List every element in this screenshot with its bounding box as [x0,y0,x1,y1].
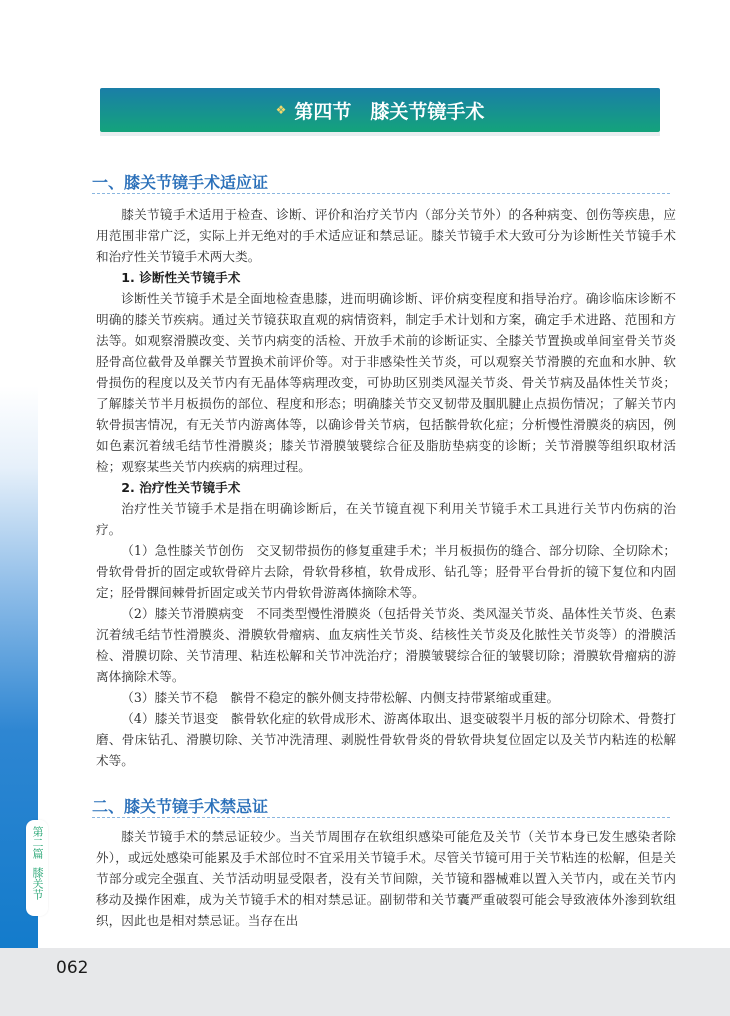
paragraph: 治疗性关节镜手术是指在明确诊断后，在关节镜直视下利用关节镜手术工具进行关节内伤病的治疗。 [96,501,676,537]
banner-title: 第四节 膝关节镜手术 [294,100,485,123]
subheading-diagnostic: 1. 诊断性关节镜手术 [121,270,241,285]
paragraph: 膝关节镜手术的禁忌证较少。当关节周围存在软组织感染可能危及关节（关节本身已发生感染者除外），或远处感染可能累及手术部位时不宜采用关节镜手术。尽管关节镜可用于关节粘连的松解，但是关节部分或完全强直、关节活动明显受限者，没有关节间隙，关节镜和器械难以置入关节内，或在关节内移动及操作困难，成为关节镜手术的相对禁忌证。副韧带和关节囊严重破裂可能会导致液体外渗到软组织，因此也是相对禁忌证。当存在出 [96,829,676,928]
diamond-icon: ❖ [275,103,287,117]
paragraph: （1）急性膝关节创伤 交叉韧带损伤的修复重建手术；半月板损伤的缝合、部分切除、全切除术；骨软骨骨折的固定或软骨碎片去除，骨软骨移植，软骨成形、钻孔等；胫骨平台骨折的镜下复位和内固定；胫骨髁间棘骨折固定或关节内骨软骨游离体摘除术等。 [96,543,676,600]
paragraph: （2）膝关节滑膜病变 不同类型慢性滑膜炎（包括骨关节炎、类风湿关节炎、晶体性关节炎、色素沉着绒毛结节性滑膜炎、滑膜软骨瘤病、血友病性关节炎、结核性关节炎及化脓性关节炎等）的滑膜活检、滑膜切除、关节清理、粘连松解和关节冲洗治疗；滑膜皱襞综合征的皱襞切除；滑膜软骨瘤病的游离体摘除术等。 [96,606,676,684]
paragraph: 膝关节镜手术适用于检查、诊断、评价和治疗关节内（部分关节外）的各种病变、创伤等疾患，应用范围非常广泛，实际上并无绝对的手术适应证和禁忌证。膝关节镜手术大致可分为诊断性关节镜手术和治疗性关节镜手术两大类。 [96,207,676,264]
heading-rule [92,193,670,194]
side-tab [26,820,48,916]
paragraph: （3）膝关节不稳 髌骨不稳定的髌外侧支持带松解、内侧支持带紧缩或重建。 [121,690,560,705]
paragraph: 诊断性关节镜手术是全面地检查患膝，进而明确诊断、评价病变程度和指导治疗。确诊临床诊断不明确的膝关节疾病。通过关节镜获取直观的病情资料，制定手术计划和方案，确定手术进路、范围和方法等。如观察滑膜改变、关节内病变的活检、开放手术前的诊断证实、全膝关节置换或单间室骨关节炎胫骨高位截骨及单髁关节置换术前评价等。对于非感染性关节炎，可以观察关节滑膜的充血和水肿、软骨损伤的程度以及关节内有无晶体等病理改变，可协助区别类风湿关节炎、骨关节病及晶体性关节炎；了解膝关节半月板损伤的部位、程度和形态；明确膝关节交叉韧带及腘肌腱止点损伤情况；了解关节内软骨损害情况，有无关节内游离体等，以确诊骨关节病，包括髌骨软化症；分析慢性滑膜炎的病因，例如色素沉着绒毛结节性滑膜炎；膝关节滑膜皱襞综合征及脂肪垫病变的诊断；关节滑膜等组织取材活检；观察某些关节内疾病的病理过程。 [96,291,676,474]
indications-body [96,204,676,771]
footer-band [0,948,730,1016]
subheading-therapeutic: 2. 治疗性关节镜手术 [121,480,241,495]
contraindications-body [96,826,676,931]
page-number: 062 [56,958,89,978]
side-tab-part: 第二篇 [31,826,44,859]
heading-contraindications: 二、膝关节镜手术禁忌证 [92,797,269,816]
heading-rule [92,817,670,818]
section-banner [100,88,660,132]
side-tab-chapter: 膝关节 [31,867,44,900]
paragraph: （4）膝关节退变 髌骨软化症的软骨成形术、游离体取出、退变破裂半月板的部分切除术、骨赘打磨、骨床钻孔、滑膜切除、关节冲洗清理、剥脱性骨软骨炎的骨软骨块复位固定以及关节内粘连的松解术等。 [96,711,676,768]
heading-indications: 一、膝关节镜手术适应证 [92,173,269,192]
